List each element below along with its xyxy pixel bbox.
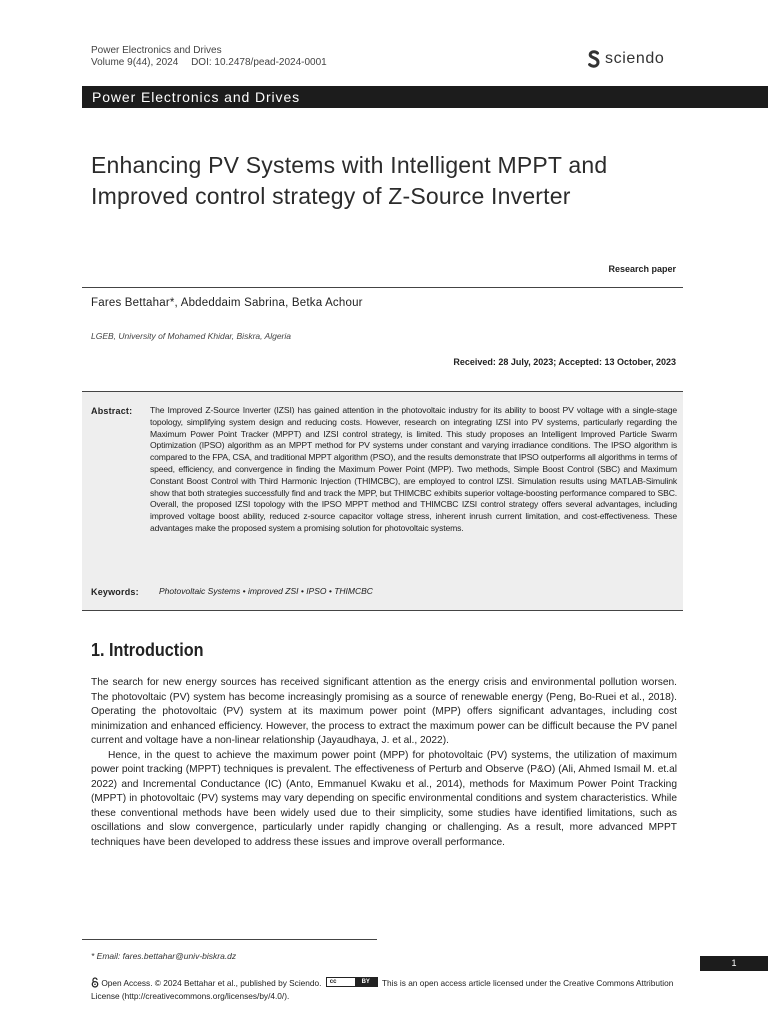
cc-by-badge-icon[interactable] (326, 977, 378, 987)
article-title: Enhancing PV Systems with Intelligent MPPT and Improved control strategy of Z-Source Inverter (91, 152, 608, 209)
introduction-body (91, 676, 677, 850)
page-number: 1 (700, 956, 768, 971)
license-text-pre: Open Access. © 2024 Bettahar et al., published by Sciendo. (101, 978, 322, 988)
paragraph: The search for new energy sources has received significant attention as the energy crisis and environmental pollution worsen. The photovoltaic (PV) system has become increasingly promising as a source of renewable energy (Peng, Bo-Ruei et al., 2018). Operating the photovoltaic (PV) system at its maximum power point (MPP) offers significant advantages, including cost minimization and enhanced efficiency. However, the process to extract the maximum power can be difficult because the PV panel current and voltage have a non-linear relationship (Jayaudhaya, J. et al., 2022). (91, 677, 677, 746)
abstract-label: Abstract: (91, 406, 133, 416)
publisher-name: sciendo (605, 50, 665, 67)
by-badge-label: BY (355, 978, 377, 986)
author-list: Fares Bettahar*, Abdeddaim Sabrina, Betka Achour (91, 297, 363, 309)
volume-doi-line (91, 57, 327, 69)
affiliation: LGEB, University of Mohamed Khidar, Biskra, Algeria (91, 331, 291, 341)
license-statement (91, 977, 681, 1003)
keywords-label: Keywords: (91, 587, 139, 597)
journal-name: Power Electronics and Drives (91, 45, 222, 56)
corresponding-email-footnote: * Email: fares.bettahar@univ-biskra.dz (91, 951, 237, 961)
keywords-list: Photovoltaic Systems • improved ZSI • IPSO • THIMCBC (159, 586, 373, 596)
doi-link[interactable]: DOI: 10.2478/pead-2024-0001 (191, 57, 327, 68)
footnote-divider (82, 939, 377, 940)
received-accepted-dates: Received: 28 July, 2023; Accepted: 13 October, 2023 (453, 357, 676, 367)
sciendo-logo-icon (588, 50, 600, 68)
paragraph: Hence, in the quest to achieve the maximum power point (MPP) for photovoltaic (PV) systems, the utilization of maximum power point tracking (MPPT) techniques is prevalent. The effectiveness of Perturb and Observe (P&O) (Ali, Ahmed Ismail M. et.al 2022) and Incremental Conductance (IC) (Anto, Emmanuel Kwaku et al., 2014), methods for Maximum Power Point Tracking (MPPT) in photovoltaic (PV) systems may vary depending on specific environmental conditions and system characteristics. While these conventional methods have been widely used due to their simplicity, some studies have identified limitations, such as oscillations and slow convergence, particularly under rapidly changing or challenging. As a result, more advanced MPPT techniques have been developed to address these issues and improve overall performance. (91, 749, 677, 848)
license-text-post: This is an open access article licensed under the Creative Commons Attribution License (http://creativecommons.org/licenses/by/4.0/). (91, 978, 674, 1001)
section-heading-introduction: 1. Introduction (91, 640, 204, 660)
article-type: Research paper (608, 264, 676, 274)
journal-meta (91, 45, 327, 69)
divider-abstract-bottom (82, 610, 683, 611)
journal-banner: Power Electronics and Drives (82, 86, 768, 108)
cc-badge-label: cc (329, 979, 337, 985)
divider-top (82, 287, 683, 288)
volume-info: Volume 9(44), 2024 (91, 57, 179, 68)
publisher-logo[interactable] (588, 50, 664, 68)
abstract-text: The Improved Z-Source Inverter (IZSI) has gained attention in the photovoltaic industry for its ability to boost PV voltage with a single-stage topology, simplifying system design and reducing costs. However, research on integrating IZSI into PV systems, particularly regarding the Maximum Power Point Tracker (MPPT) and IZSI control strategy, is limited. This study proposes an Intelligent Improved Particle Swarm Optimization (IPSO) algorithm as an MPPT method for PV systems under constant and varying irradiance conditions. The IPSO algorithm is compared to the FPA, CSA, and traditional MPPT algorithm (PSO), and the results demonstrate that IPSO outperforms all algorithms in terms of speed, efficiency, and convergence in finding the Maximum Power Point (MPP). Two methods, Simple Boost Control (SBC) and Maximum Constant Boost Control with Third Harmonic Injection (THIMCBC), are employed to control IZSI. Simulation results using MATLAB-Simulink show that both strategies successfully find and track the MPP, but THIMCBC exhibits superior voltage-boosting performance compared to SBC. Overall, the proposed IZSI topology with the IPSO MPPT method and THIMCBC IZSI control strategy offers several advantages, including improved voltage boost ability, reduced z-source capacitor voltage stress, inherent inrush current limitation, and cost-effectiveness. These advantages make the proposed system a promising solution for photovoltaic systems. (150, 405, 677, 533)
open-access-icon (91, 977, 99, 988)
